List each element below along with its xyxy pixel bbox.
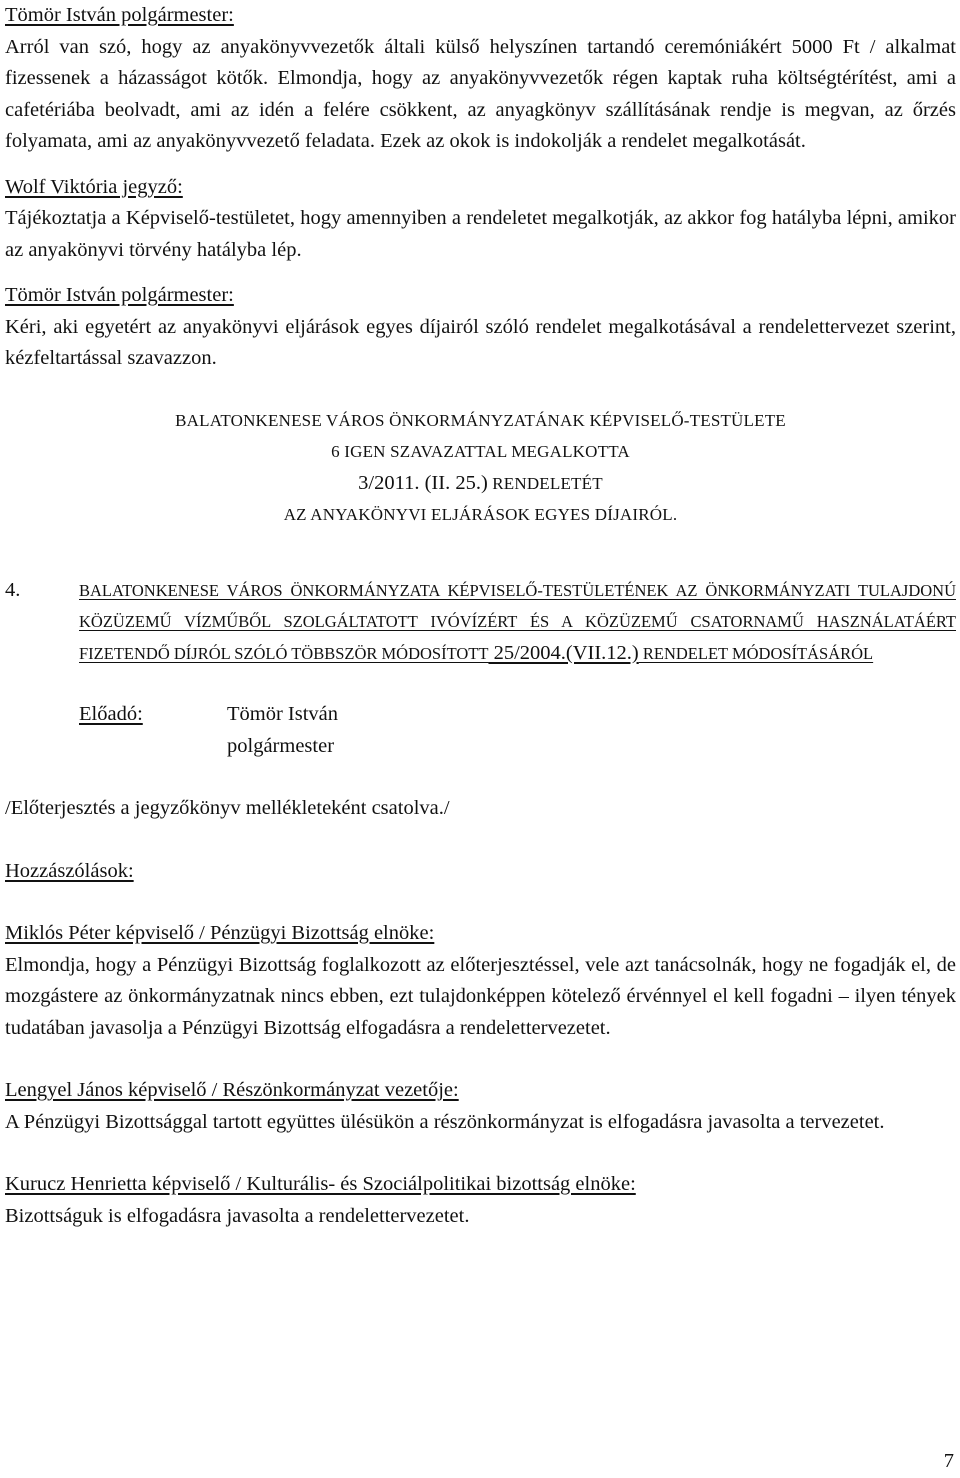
presenter-value bbox=[227, 699, 338, 762]
resolution-block bbox=[5, 405, 956, 531]
comment-block bbox=[5, 1169, 956, 1232]
resolution-line-1: BALATONKENESE VÁROS ÖNKORMÁNYZATÁNAK KÉPVISELŐ-TESTÜLETE bbox=[175, 410, 786, 430]
resolution-line-4: AZ ANYAKÖNYVI ELJÁRÁSOK EGYES DÍJAIRÓL. bbox=[283, 505, 678, 524]
presenter-name: Tömör István bbox=[227, 703, 339, 725]
resolution-word: RENDELETÉT bbox=[487, 473, 603, 493]
comment-block bbox=[5, 918, 956, 1044]
speaker-name: Miklós Péter képviselő / Pénzügyi Bizottság elnöke: bbox=[5, 922, 435, 944]
resolution-line-3 bbox=[5, 468, 956, 500]
speaker-name: Tömör István polgármester: bbox=[5, 284, 234, 306]
speech-text: Kéri, aki egyetért az anyakönyvi eljárások egyes díjairól szóló rendelet megalkotásával a rendelettervezet szerint, kézfeltartással szavazzon. bbox=[5, 315, 956, 369]
agenda-item-number: 4. bbox=[5, 578, 21, 601]
agenda-item-title-tail: RENDELET MÓDOSÍTÁSÁRÓL bbox=[638, 643, 874, 663]
attachment-note: /Előterjesztés a jegyzőkönyv mellékleteként csatolva./ bbox=[5, 797, 450, 819]
agenda-item-title-number: 25/2004.(VII.12.) bbox=[488, 641, 639, 664]
document-page bbox=[5, 0, 956, 1232]
speech-block bbox=[5, 280, 956, 375]
resolution-line-2: 6 IGEN SZAVAZATTAL MEGALKOTTA bbox=[331, 442, 630, 461]
speaker-name: Kurucz Henrietta képviselő / Kulturális- és Szociálpolitikai bizottság elnöke: bbox=[5, 1173, 636, 1195]
speech-block bbox=[5, 0, 956, 158]
speaker-name: Lengyel János képviselő / Részönkormányzat vezetője: bbox=[5, 1079, 459, 1101]
speech-text: Arról van szó, hogy az anyakönyvvezetők általi külső helyszínen tartandó ceremóniákért 5000 Ft / alkalmat fizessenek a házasságot kötők. Elmondja, hogy az anyakönyvvezetők régen kaptak ruha költségtérítést, ami a cafetériába beolvadt, ami az idén a felére csökkent, az anyagkönyv szállításának rendje is megvan, az őrzés folyamata, ami az anyakönyvvezető feladata. Ezek az okok is indokolják a rendelet megalkotását. bbox=[5, 35, 956, 152]
agenda-item bbox=[5, 575, 956, 670]
resolution-number: 3/2011. (II. 25.) bbox=[358, 471, 488, 494]
speaker-name: Wolf Viktória jegyző: bbox=[5, 175, 183, 198]
comment-text: Bizottságuk is elfogadásra javasolta a rendelettervezetet. bbox=[5, 1204, 470, 1227]
presenter-block bbox=[5, 699, 956, 763]
presenter-label: Előadó: bbox=[79, 703, 143, 725]
comment-block bbox=[5, 1075, 956, 1138]
speaker-name: Tömör István polgármester: bbox=[5, 4, 234, 26]
page-number: 7 bbox=[943, 1450, 954, 1472]
presenter-role: polgármester bbox=[227, 734, 335, 757]
comments-heading: Hozzászólások: bbox=[5, 859, 134, 882]
agenda-item-title: BALATONKENESE VÁROS ÖNKORMÁNYZATA KÉPVISELŐ-TESTÜLETÉNEK AZ ÖNKORMÁNYZATI TULAJDONÚ KÖZÜZEMŰ VÍZMŰBŐL SZOLGÁLTATOTT IVÓVÍZÉRT ÉS A KÖZÜZEMŰ CSATORNAMŰ HASZNÁLATÁÉRT FIZETENDŐ DÍJRÓL SZÓLÓ TÖBBSZÖR MÓDOSÍTOTT bbox=[79, 580, 956, 663]
speech-text: Tájékoztatja a Képviselő-testületet, hogy amennyiben a rendeletet megalkotják, az akkor fog hatályba lépni, amikor az anyakönyvi törvény hatályba lép. bbox=[5, 207, 956, 261]
speech-block bbox=[5, 172, 956, 267]
comment-text: A Pénzügyi Bizottsággal tartott együttes ülésükön a részönkormányzat is elfogadásra javasolta a tervezetet. bbox=[5, 1110, 885, 1133]
comment-text: Elmondja, hogy a Pénzügyi Bizottság foglalkozott az előterjesztéssel, vele azt tanácsolnák, hogy ne fogadják el, de mozgástere az önkormányzatnak nincs ebben, ezt tulajdonképpen kötelező érvénnyel el kell fogadni – ilyen tények tudatában javasolja a Pénzügyi Bizottság elfogadásra a rendelettervezetet. bbox=[5, 953, 956, 1039]
